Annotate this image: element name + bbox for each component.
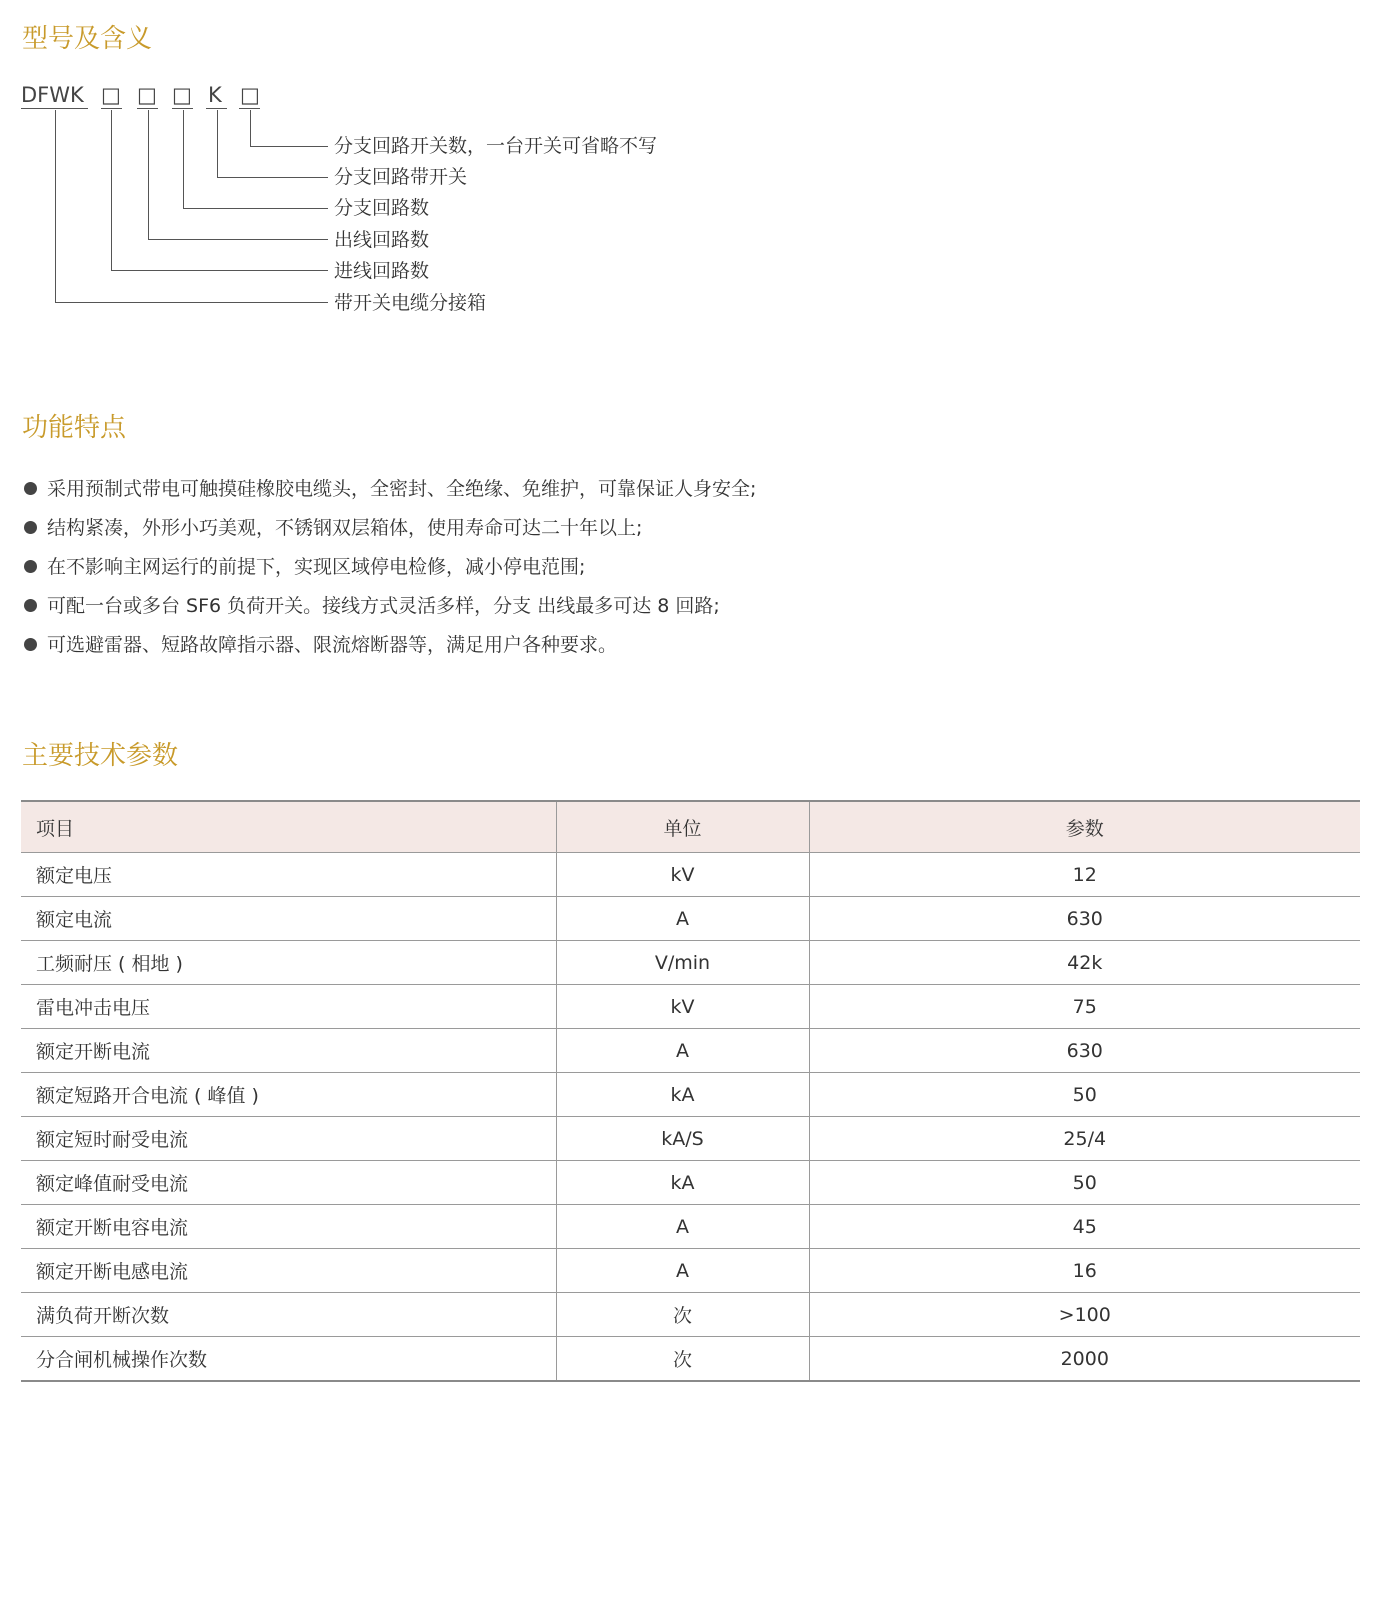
cell-item: 额定开断电容电流 — [21, 1205, 556, 1249]
cell-unit: A — [556, 897, 809, 941]
model-box-branch: □ — [172, 83, 192, 107]
table-row — [21, 1293, 1360, 1337]
cell-item: 分合闸机械操作次数 — [21, 1337, 556, 1382]
section-title-params: 主要技术参数 — [22, 741, 179, 771]
section-title-features: 功能特点 — [22, 413, 127, 443]
cell-item: 满负荷开断次数 — [21, 1293, 556, 1337]
bullet-icon — [24, 521, 37, 534]
legend-outlet-count: 出线回路数 — [334, 229, 430, 251]
table-row — [21, 985, 1360, 1029]
cell-value: 2000 — [809, 1337, 1360, 1382]
model-prefix: DFWK — [21, 83, 84, 107]
cell-unit: 次 — [556, 1337, 809, 1382]
feature-text: 可配一台或多台 SF6 负荷开关。接线方式灵活多样，分支 出线最多可达 8 回路; — [47, 594, 720, 617]
table-row — [21, 1117, 1360, 1161]
cell-item: 额定电压 — [21, 853, 556, 897]
legend-branch-count: 分支回路数 — [334, 197, 430, 219]
model-letter-k: K — [208, 83, 222, 107]
table-row — [21, 941, 1360, 985]
model-connector-lines — [0, 0, 340, 320]
section-title-model: 型号及含义 — [22, 24, 153, 54]
feature-text: 结构紧凑，外形小巧美观，不锈钢双层箱体，使用寿命可达二十年以上; — [47, 516, 643, 539]
cell-item: 额定开断电流 — [21, 1029, 556, 1073]
bullet-icon — [24, 599, 37, 612]
cell-item: 额定开断电感电流 — [21, 1249, 556, 1293]
cell-unit: kA — [556, 1161, 809, 1205]
table-header-row — [21, 801, 1360, 853]
model-box-outlet: □ — [137, 83, 157, 107]
legend-product-name: 带开关电缆分接箱 — [334, 292, 487, 314]
table-row — [21, 1073, 1360, 1117]
model-box-switch-count: □ — [240, 83, 260, 107]
cell-value: 25/4 — [809, 1117, 1360, 1161]
cell-value: 16 — [809, 1249, 1360, 1293]
list-item — [24, 547, 756, 586]
cell-value: 50 — [809, 1073, 1360, 1117]
table-row — [21, 897, 1360, 941]
cell-unit: kA/S — [556, 1117, 809, 1161]
list-item — [24, 586, 756, 625]
cell-value: >100 — [809, 1293, 1360, 1337]
table-row — [21, 1249, 1360, 1293]
legend-branch-switch: 分支回路带开关 — [334, 166, 468, 188]
column-header-unit: 单位 — [556, 801, 809, 853]
list-item — [24, 625, 756, 664]
cell-value: 50 — [809, 1161, 1360, 1205]
cell-item: 额定短路开合电流 ( 峰值 ) — [21, 1073, 556, 1117]
table-row — [21, 853, 1360, 897]
model-box-inlet: □ — [101, 83, 121, 107]
feature-list — [24, 469, 756, 664]
feature-text: 在不影响主网运行的前提下，实现区域停电检修，减小停电范围; — [47, 555, 586, 578]
cell-unit: kV — [556, 985, 809, 1029]
column-header-value: 参数 — [809, 801, 1360, 853]
list-item — [24, 508, 756, 547]
legend-inlet-count: 进线回路数 — [334, 260, 430, 282]
cell-unit: V/min — [556, 941, 809, 985]
cell-unit: A — [556, 1029, 809, 1073]
list-item — [24, 469, 756, 508]
cell-item: 额定电流 — [21, 897, 556, 941]
cell-value: 75 — [809, 985, 1360, 1029]
column-header-item: 项目 — [21, 801, 556, 853]
cell-unit: kV — [556, 853, 809, 897]
cell-item: 额定短时耐受电流 — [21, 1117, 556, 1161]
cell-unit: A — [556, 1249, 809, 1293]
cell-value: 42k — [809, 941, 1360, 985]
feature-text: 可选避雷器、短路故障指示器、限流熔断器等，满足用户各种要求。 — [47, 633, 618, 656]
table-row — [21, 1205, 1360, 1249]
legend-switch-count: 分支回路开关数，一台开关可省略不写 — [334, 135, 658, 157]
cell-unit: A — [556, 1205, 809, 1249]
table-row — [21, 1029, 1360, 1073]
bullet-icon — [24, 638, 37, 651]
cell-item: 雷电冲击电压 — [21, 985, 556, 1029]
cell-item: 额定峰值耐受电流 — [21, 1161, 556, 1205]
table-row — [21, 1161, 1360, 1205]
param-table — [21, 800, 1360, 1382]
cell-value: 12 — [809, 853, 1360, 897]
cell-unit: kA — [556, 1073, 809, 1117]
cell-unit: 次 — [556, 1293, 809, 1337]
cell-value: 630 — [809, 1029, 1360, 1073]
cell-value: 630 — [809, 897, 1360, 941]
cell-value: 45 — [809, 1205, 1360, 1249]
cell-item: 工频耐压 ( 相地 ) — [21, 941, 556, 985]
bullet-icon — [24, 482, 37, 495]
bullet-icon — [24, 560, 37, 573]
feature-text: 采用预制式带电可触摸硅橡胶电缆头，全密封、全绝缘、免维护，可靠保证人身安全; — [47, 477, 757, 500]
table-row — [21, 1337, 1360, 1382]
